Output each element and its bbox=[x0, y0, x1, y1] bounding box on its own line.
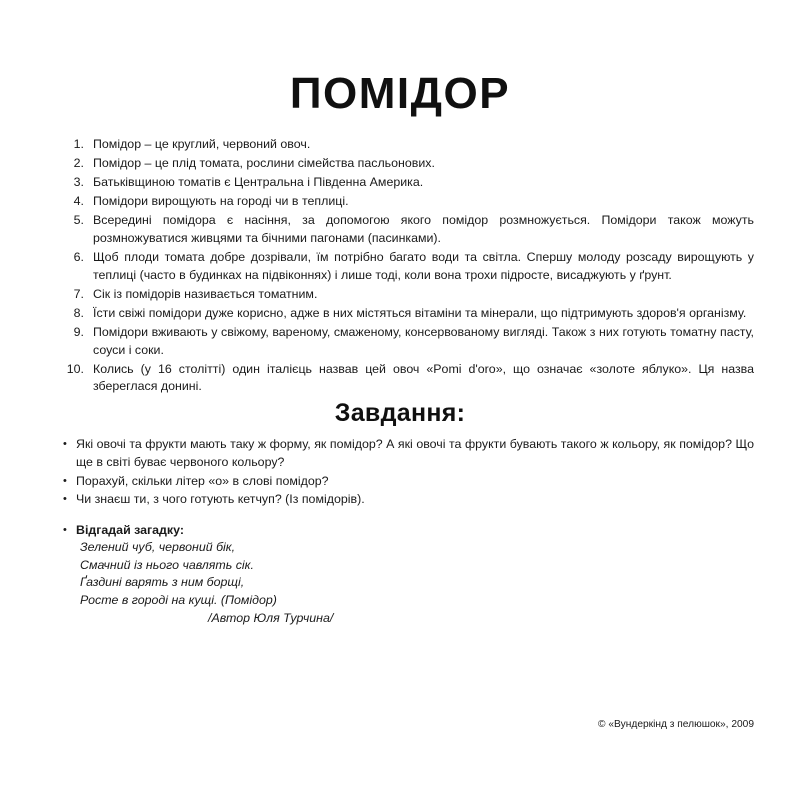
list-item bbox=[62, 193, 754, 211]
list-item bbox=[62, 249, 754, 284]
list-item-number: 1. bbox=[73, 137, 84, 151]
list-item-text: Всередині помідора є насіння, за допомогою якого помідор розмножується. Помідори також можуть розмножуватися живцями та бічними пагонами (пасинками). bbox=[93, 213, 754, 245]
list-item-number: 10. bbox=[66, 361, 84, 376]
list-item-number: 4. bbox=[73, 194, 84, 209]
tasks-list bbox=[0, 436, 800, 508]
list-item bbox=[62, 305, 754, 323]
list-item-text: Сік із помідорів називається томатним. bbox=[93, 286, 318, 301]
list-item-text: Батьківщиною томатів є Центральна і Південна Америка. bbox=[93, 175, 424, 190]
facts-list bbox=[0, 136, 800, 396]
riddle-line: Росте в городі на кущі. (Помідор) bbox=[80, 593, 277, 608]
riddle-line: Смачний із нього чавлять сік. bbox=[80, 557, 254, 572]
list-item bbox=[62, 136, 754, 154]
list-item-text: Помідор – це круглий, червоний овоч. bbox=[93, 137, 311, 151]
list-item-number: 6. bbox=[73, 250, 84, 265]
list-item bbox=[62, 212, 754, 247]
page-title: ПОМІДОР bbox=[289, 69, 511, 118]
list-item bbox=[62, 174, 754, 192]
list-item-number: 7. bbox=[73, 286, 84, 301]
list-item: • Чи знаєш ти, з чого готують кетчуп? (Із помідорів). bbox=[62, 491, 754, 509]
list-item bbox=[62, 286, 754, 304]
riddle-line: Ґаздині варять з ним борщі, bbox=[80, 575, 245, 590]
list-item bbox=[62, 324, 754, 359]
riddle-author: /Автор Юля Турчина/ bbox=[208, 610, 334, 625]
riddle-label: • Відгадай загадку: bbox=[62, 522, 754, 540]
list-item bbox=[62, 361, 754, 396]
list-item-number: 5. bbox=[73, 213, 84, 228]
list-item: • Порахуй, скільки літер «о» в слові помідор? bbox=[62, 473, 754, 491]
riddle-block bbox=[0, 522, 800, 628]
list-item-text: Помідори вирощують на городі чи в теплиці. bbox=[93, 194, 349, 209]
list-item-number: 8. bbox=[73, 305, 84, 320]
list-item: • Які овочі та фрукти мають таку ж форму, як помідор? А які овочі та фрукти бувають такого ж кольору, як помідор? Що ще в світі буває червоного кольору? bbox=[62, 436, 754, 471]
tasks-heading: Завдання: bbox=[334, 399, 466, 428]
list-item-number: 3. bbox=[73, 175, 84, 190]
copyright-footer: © «Вундеркінд з пелюшок», 2009 bbox=[597, 719, 754, 730]
list-item bbox=[62, 155, 754, 173]
riddle-line: Зелений чуб, червоний бік, bbox=[80, 540, 236, 555]
list-item-number: 9. bbox=[73, 324, 84, 339]
list-item-text: Щоб плоди томата добре дозрівали, їм потрібно багато води та світла. Спершу молоду розсаду вирощують у теплиці (часто в будинках на підвіконнях) і лише тоді, коли вона трохи підросте, висаджують у ґрунт. bbox=[93, 250, 754, 282]
list-item-text: Їсти свіжі помідори дуже корисно, адже в них містяться вітаміни та мінерали, що підтримують здоров'я організму. bbox=[93, 305, 747, 320]
riddle-lines bbox=[62, 539, 754, 627]
list-item-number: 2. bbox=[73, 156, 84, 171]
list-item-text: Колись (у 16 столітті) один італієць назвав цей овоч «Pomi d'oro», що означає «золоте яблуко». Ця назва збереглася донині. bbox=[93, 361, 754, 394]
list-item-text: Помідор – це плід томата, рослини сімейства пасльонових. bbox=[93, 156, 435, 171]
list-item-text: Помідори вживають у свіжому, вареному, смаженому, консервованому вигляді. Також з них готують томатну пасту, соуси і соки. bbox=[93, 324, 754, 357]
